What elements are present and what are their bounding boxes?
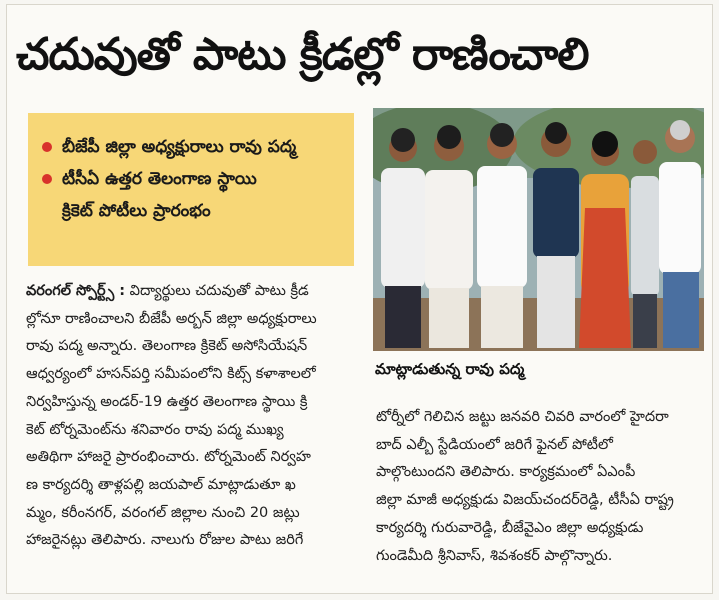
article-line: ణ కార్యదర్శి తాళ్లపల్లి జయపాల్ మాట్లాడుతూ ఖ: [26, 476, 296, 493]
article-text: విద్యార్థులు చదువుతో పాటు క్రీడ: [125, 283, 309, 299]
article-line: మ్మం, కరీంనగర్, వరంగల్ జిల్లాల నుంచి 20 జట్లు: [26, 504, 300, 521]
highlight-text: టీసీఏ ఉత్తర తెలంగాణ స్థాయి: [62, 169, 257, 189]
highlight-item: [40, 131, 344, 163]
highlight-item: [40, 163, 344, 227]
bullet-icon: [42, 174, 52, 184]
article-column-right: [376, 404, 702, 570]
highlight-box: [28, 113, 354, 266]
group-photo-image: [373, 108, 704, 351]
article-line: ఆధ్వర్యంలో హసన్‌పర్తి సమీపంలోని కిట్స్ కళాశాలలో: [26, 366, 316, 383]
highlight-text: బీజేపీ జిల్లా అధ్యక్షురాలు రావు పద్మ: [62, 137, 297, 157]
article-line: కార్యదర్శి గురువారెడ్డి, బీజేవైఎం జిల్లా అధ్యక్షుడు: [376, 519, 644, 536]
highlight-text-continued: క్రికెట్ పోటీలు ప్రారంభం: [62, 201, 211, 221]
article-line: గుండెమీది శ్రీనివాస్, శివశంకర్ పాల్గొన్నారు.: [376, 547, 613, 564]
article-line: అతిథిగా హాజరై ప్రారంభించారు. టోర్నమెంట్ నిర్వహ: [26, 449, 311, 466]
article-line: రావు పద్మ అన్నారు. తెలంగాణ క్రికెట్ అసోసియేషన్: [26, 338, 308, 355]
article-line: టోర్నీలో గెలిచిన జట్టు జనవరి చివరి వారంలో హైదరా: [376, 409, 669, 425]
news-photo: [373, 108, 704, 351]
article-line: పాల్గొంటుందని తెలిపారు. కార్యక్రమంలో ఏఎంపీ: [376, 464, 636, 481]
article-line: ల్లోనూ రాణించాలని బీజేపీ అర్బన్ జిల్లా అధ్యక్షురాలు: [26, 310, 317, 327]
article-column-left: [26, 278, 358, 555]
headline: చదువుతో పాటు క్రీడల్లో రాణించాలి: [16, 29, 589, 80]
article-line: నిర్వహిస్తున్న అండర్-19 ఉత్తర తెలంగాణ స్థాయి క్రి: [26, 393, 308, 410]
article-line: బాద్ ఎల్బీ స్టేడియంలో జరిగే ఫైనల్ పోటీలో: [376, 436, 613, 453]
article-line: [26, 278, 358, 306]
article-line: జిల్లా మాజీ అధ్యక్షుడు విజయ్‌చందర్‌రెడ్డి, టీసీఏ రాష్ట్ర: [376, 492, 674, 509]
bullet-icon: [42, 142, 52, 152]
dateline: వరంగల్ స్పోర్ట్స్ :: [26, 283, 126, 299]
photo-caption: మాట్లాడుతున్న రావు పద్మ: [375, 360, 525, 378]
article-line: కెట్ టోర్నమెంట్‌ను శనివారం రావు పద్మ ముఖ్య: [26, 421, 284, 438]
article-line: హాజరైనట్లు తెలిపారు. నాలుగు రోజుల పాటు జరిగే: [26, 532, 304, 549]
